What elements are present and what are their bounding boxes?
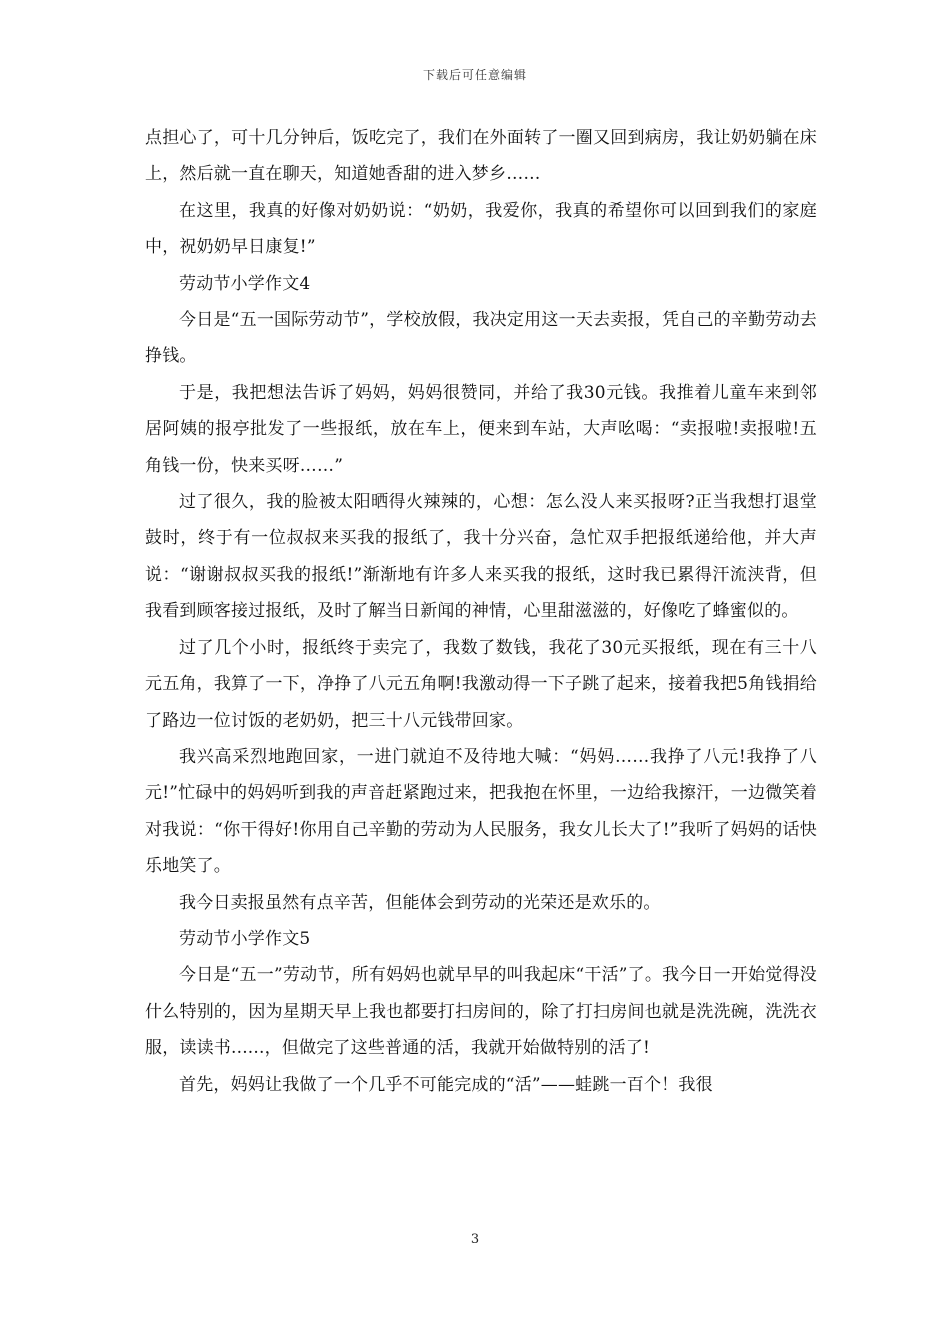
section-heading: 劳动节小学作文4 [179,273,311,294]
section-heading: 劳动节小学作文5 [179,928,311,949]
paragraph: 我今日卖报虽然有点辛苦，但能体会到劳动的光荣还是欢乐的。 [179,892,661,913]
page-header: 下载后可任意编辑 [422,68,527,82]
document-body [145,120,817,1103]
paragraph: 于是，我把想法告诉了妈妈，妈妈很赞同，并给了我30元钱。我推着儿童车来到邻居阿姨的报亭批发了一些报纸，放在车上，便来到车站，大声吆喝：“卖报啦!卖报啦!五角钱一份，快来买呀……” [145,382,817,476]
paragraph: 在这里，我真的好像对奶奶说：“奶奶，我爱你，我真的希望你可以回到我们的家庭中，祝奶奶早日康复!” [145,200,817,258]
paragraph: 我兴高采烈地跑回家，一进门就迫不及待地大喊：“妈妈……我挣了八元!我挣了八元!”忙碌中的妈妈听到我的声音赶紧跑过来，把我抱在怀里，一边给我擦汗，一边微笑着对我说：“你干得好!你用自己辛勤的劳动为人民服务，我女儿长大了!”我听了妈妈的话快乐地笑了。 [145,746,817,877]
paragraph: 今日是“五一国际劳动节”，学校放假，我决定用这一天去卖报，凭自己的辛勤劳动去挣钱。 [145,310,817,367]
paragraph: 点担心了，可十几分钟后，饭吃完了，我们在外面转了一圈又回到病房，我让奶奶躺在床上，然后就一直在聊天，知道她香甜的进入梦乡…… [145,128,817,185]
paragraph: 过了很久，我的脸被太阳晒得火辣辣的，心想：怎么没人来买报呀?正当我想打退堂鼓时，终于有一位叔叔来买我的报纸了，我十分兴奋，急忙双手把报纸递给他，并大声说：“谢谢叔叔买我的报纸!”渐渐地有许多人来买我的报纸，这时我已累得汗流浃背，但我看到顾客接过报纸，及时了解当日新闻的神情，心里甜滋滋的，好像吃了蜂蜜似的。 [145,492,817,622]
paragraph: 过了几个小时，报纸终于卖完了，我数了数钱，我花了30元买报纸，现在有三十八元五角，我算了一下，净挣了八元五角啊!我激动得一下子跳了起来，接着我把5角钱捐给了路边一位讨饭的老奶奶，把三十八元钱带回家。 [145,637,817,731]
paragraph: 首先，妈妈让我做了一个几乎不可能完成的“活”——蛙跳一百个！我很 [179,1074,713,1095]
paragraph: 今日是“五一”劳动节，所有妈妈也就早早的叫我起床“干活”了。我今日一开始觉得没什么特别的，因为星期天早上我也都要打扫房间的，除了打扫房间也就是洗洗碗，洗洗衣服，读读书......，但做完了这些普通的活，我就开始做特别的活了! [145,965,817,1059]
page-number: 3 [470,1232,480,1247]
